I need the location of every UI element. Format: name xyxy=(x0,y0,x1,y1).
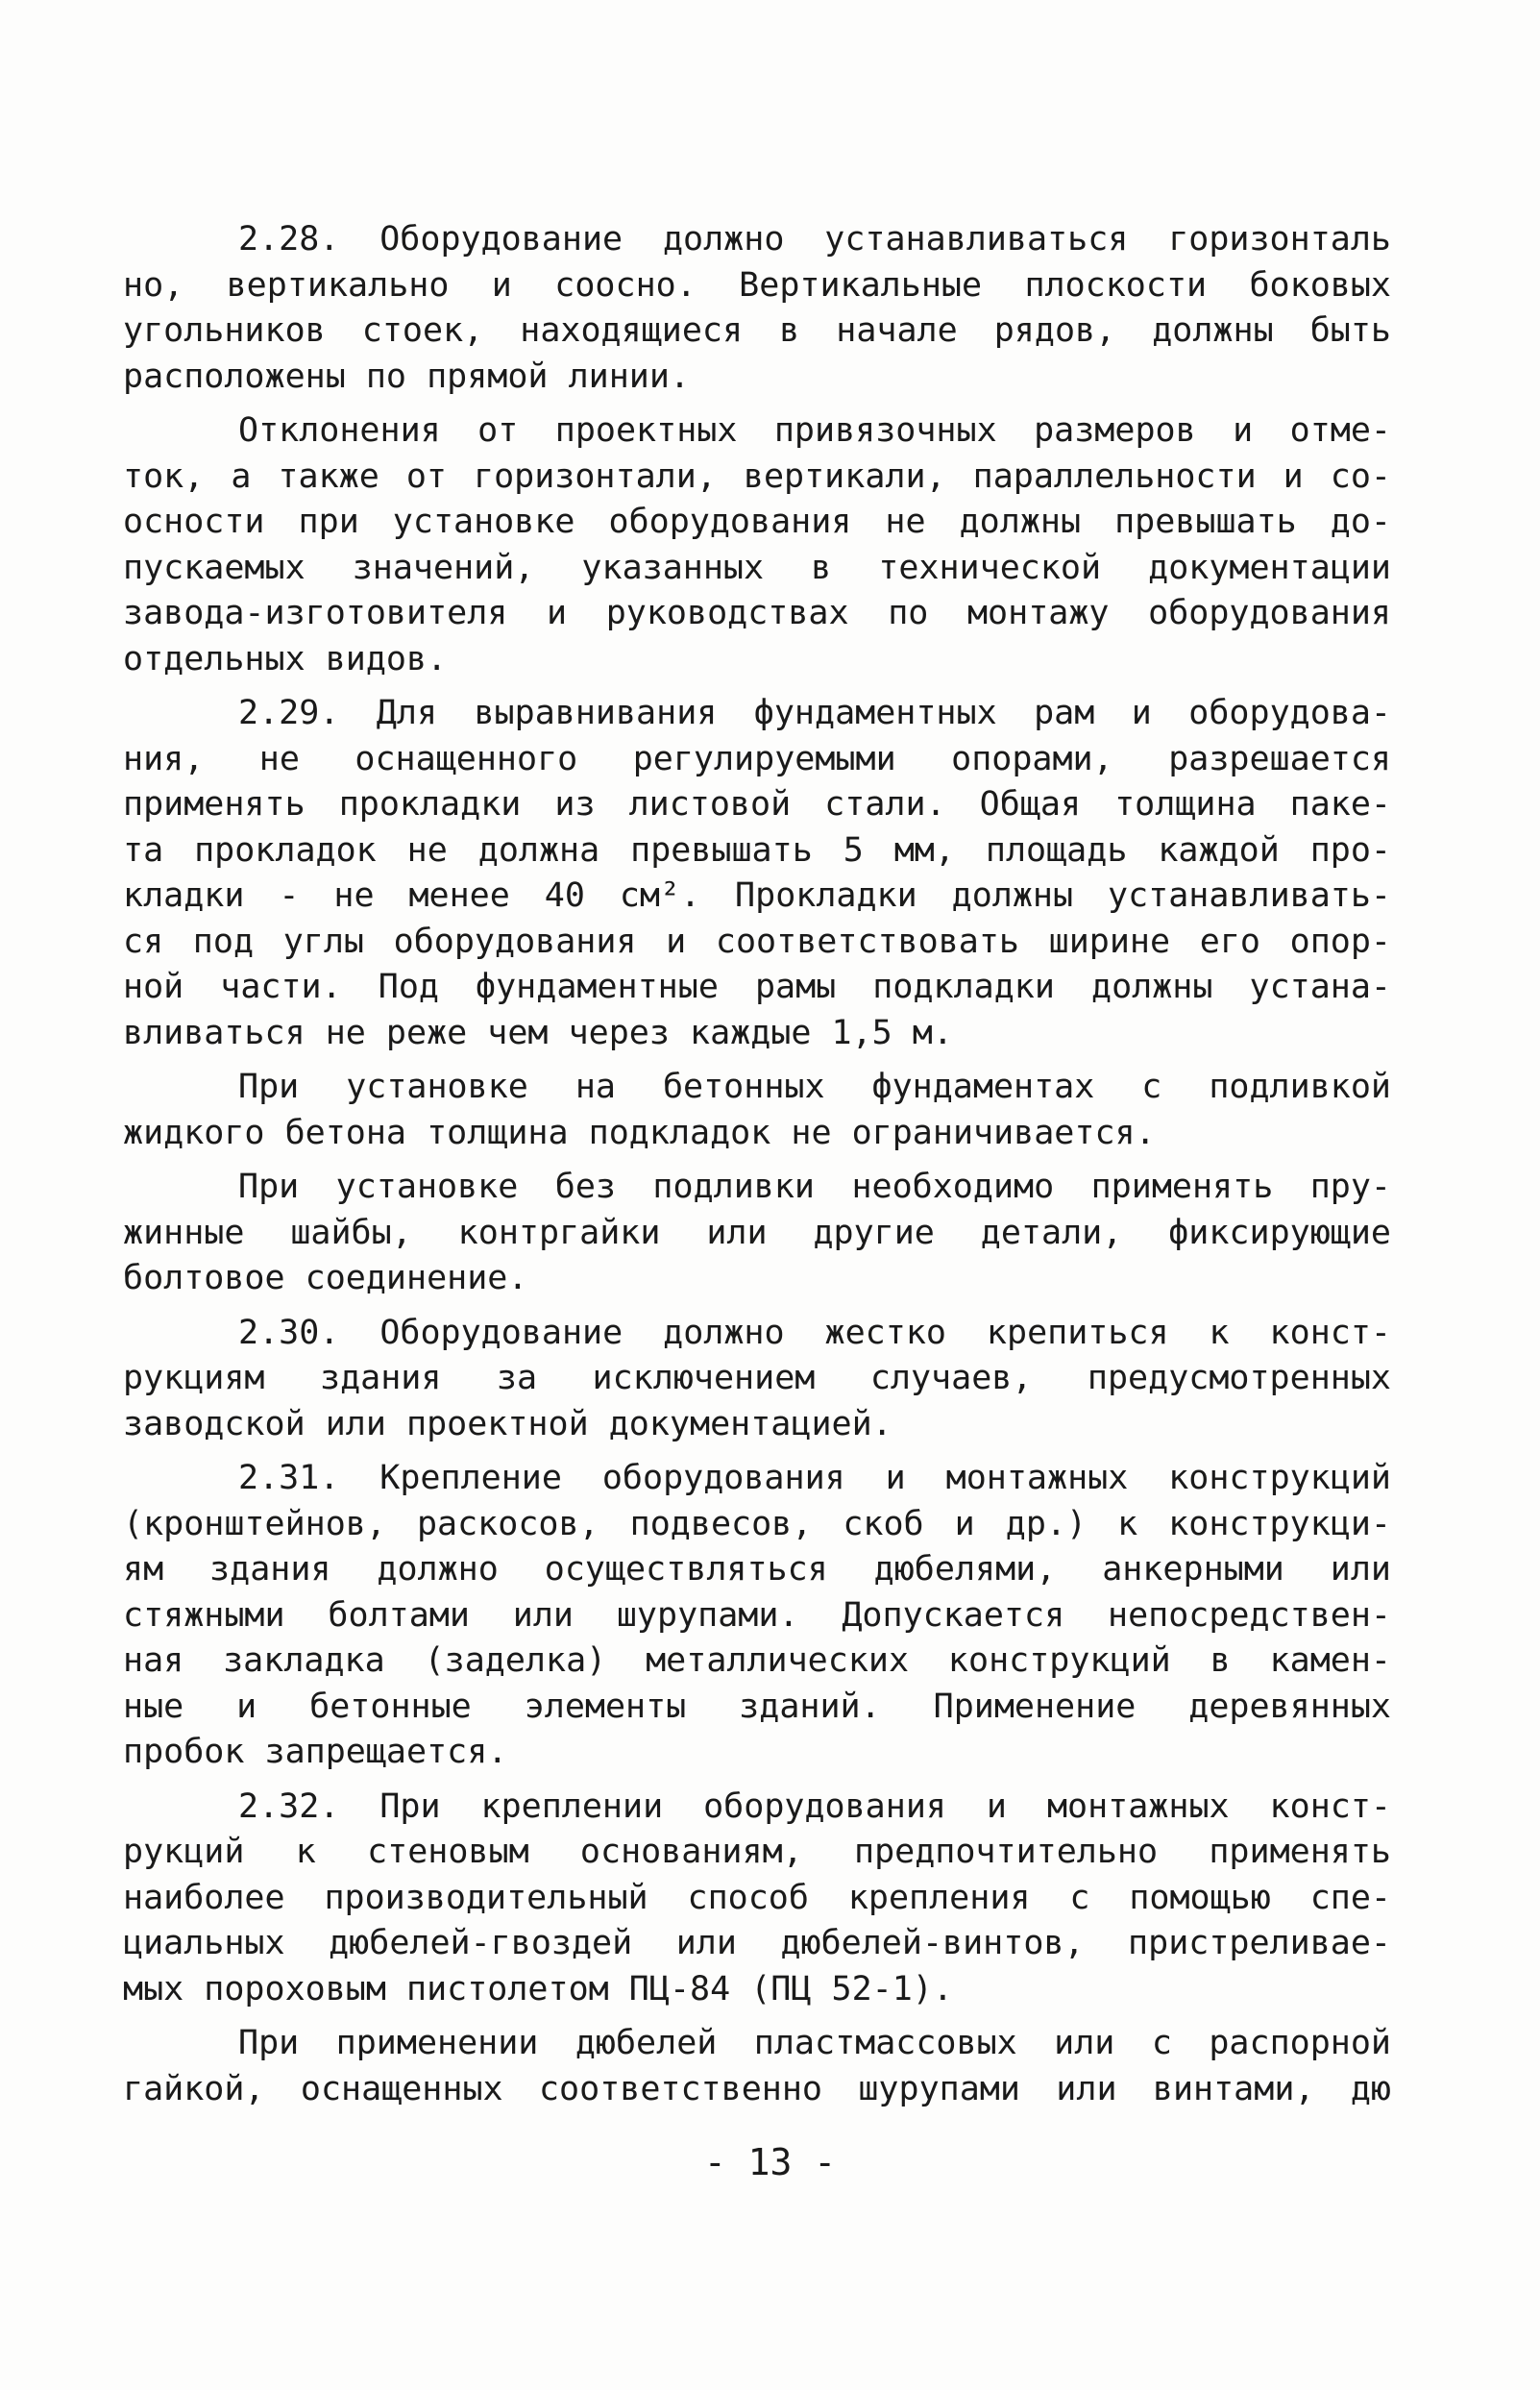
text-line: расположены по прямой линии. xyxy=(123,357,691,396)
text-line: При установке на бетонных фундаментах с подливкой xyxy=(238,1068,1391,1106)
text-line: заводской или проектной документацией. xyxy=(123,1404,892,1443)
text-line: кладки - не менее 40 см². Прокладки должны устанавливать- xyxy=(123,876,1391,915)
text-line: мых пороховым пистолетом ПЦ-84 (ПЦ 52-1). xyxy=(123,1969,953,2008)
text-line: рукциям здания за исключением случаев, предусмотренных xyxy=(123,1359,1391,1397)
text-line: отдельных видов. xyxy=(123,639,448,678)
text-line: ток, а также от горизонтали, вертикали, параллельности и со- xyxy=(123,456,1391,496)
text-line: (кронштейнов, раскосов, подвесов, скоб и др.) к конструкци- xyxy=(123,1504,1391,1543)
text-line: 2.30. Оборудование должно жестко крепиться к конст- xyxy=(238,1313,1391,1352)
text-line: При применении дюбелей пластмассовых или с распорной xyxy=(238,2024,1391,2062)
text-line: завода-изготовителя и руководствах по монтажу оборудования xyxy=(123,594,1391,632)
text-line: ная закладка (заделка) металлических конструкций в камен- xyxy=(123,1641,1391,1680)
text-line: вливаться не реже чем через каждые 1,5 м. xyxy=(123,1013,953,1052)
text-line: пробок запрещается. xyxy=(123,1733,508,1771)
text-line: 2.32. При креплении оборудования и монтажных конст- xyxy=(238,1786,1391,1826)
text-line: циальных дюбелей-гвоздей или дюбелей-винтов, пристреливае- xyxy=(123,1924,1391,1962)
text-line: Отклонения от проектных привязочных размеров и отме- xyxy=(238,411,1391,450)
text-line: При установке без подливки необходимо применять пру- xyxy=(238,1168,1391,1206)
text-line: стяжными болтами или шурупами. Допускается непосредствен- xyxy=(123,1595,1391,1635)
text-line: наиболее производительный способ крепления с помощью спе- xyxy=(123,1878,1391,1917)
text-line: гайкой, оснащенных соответственно шурупами или винтами, дю xyxy=(123,2069,1391,2108)
text-line: рукций к стеновым основаниям, предпочтительно применять xyxy=(123,1833,1391,1871)
page-number: - 13 - xyxy=(703,2141,837,2183)
text-line: ния, не оснащенного регулируемыми опорами, разрешается xyxy=(123,739,1391,778)
text-line: осности при установке оборудования не должны превышать до- xyxy=(123,503,1391,541)
text-line: жидкого бетона толщина подкладок не ограничивается. xyxy=(123,1113,1156,1152)
text-line: угольников стоек, находящиеся в начале рядов, должны быть xyxy=(123,311,1391,350)
text-line: та прокладок не должна превышать 5 мм, площадь каждой про- xyxy=(123,830,1391,870)
text-line: болтовое соединение. xyxy=(123,1259,528,1297)
text-line: но, вертикально и соосно. Вертикальные плоскости боковых xyxy=(123,265,1391,305)
text-line: ной части. Под фундаментные рамы подкладки должны устана- xyxy=(123,968,1391,1006)
text-line: пускаемых значений, указанных в технической документации xyxy=(123,548,1391,587)
text-line: 2.31. Крепление оборудования и монтажных конструкций xyxy=(238,1459,1391,1497)
text-line: применять прокладки из листовой стали. Общая толщина паке- xyxy=(123,785,1391,824)
text-line: жинные шайбы, контргайки или другие детали, фиксирующие xyxy=(123,1213,1391,1252)
text-line: ся под углы оборудования и соответствовать ширине его опор- xyxy=(123,922,1391,961)
text-line: ные и бетонные элементы зданий. Применение деревянных xyxy=(123,1687,1391,1726)
text-line: 2.29. Для выравнивания фундаментных рам и оборудова- xyxy=(238,694,1391,732)
document-body xyxy=(123,217,1391,2112)
text-line: ям здания должно осуществляться дюбелями, анкерными или xyxy=(123,1550,1391,1589)
text-line: 2.28. Оборудование должно устанавливаться горизонталь xyxy=(238,220,1391,259)
